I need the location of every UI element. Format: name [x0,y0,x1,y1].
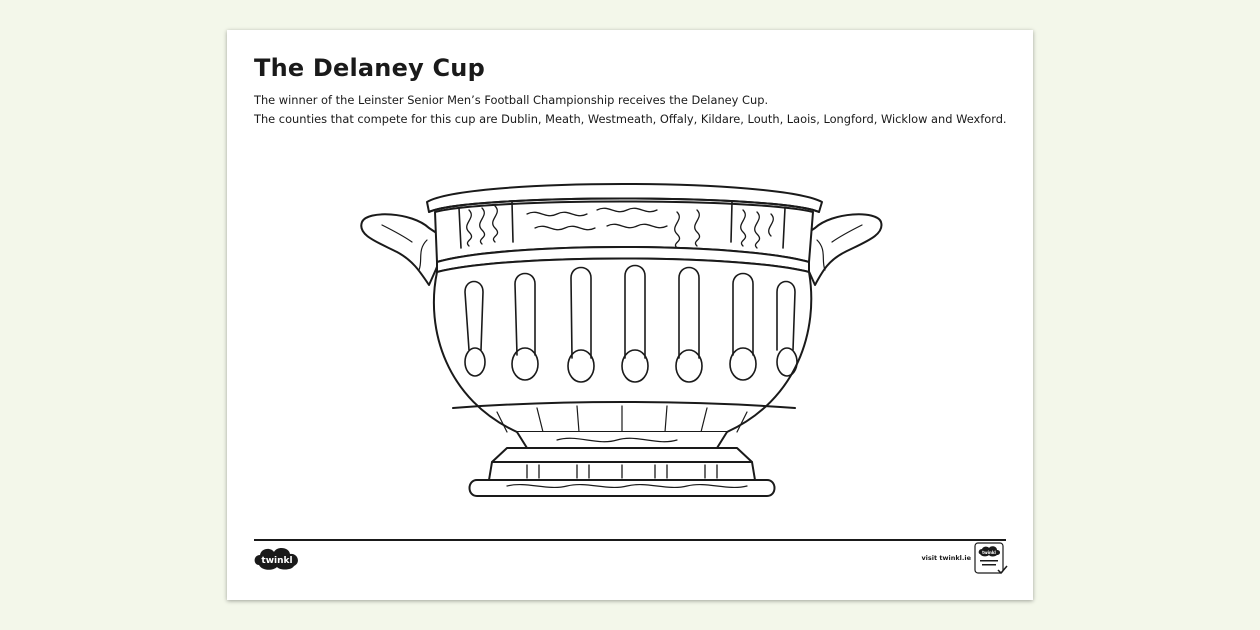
seal-text: twinkl [982,550,996,555]
page-title: The Delaney Cup [254,54,485,82]
logo-text: twinkl [261,556,293,566]
left-handle-icon [361,214,447,285]
intro-line-1: The winner of the Leinster Senior Men’s Football Championship receives the Delaney Cup. [254,93,769,107]
intro-text [254,91,1024,129]
visit-twinkl-link[interactable]: visit twinkl.ie [921,554,971,562]
quality-standard-seal-icon [974,542,1008,576]
footer-divider [254,539,1006,541]
worksheet-page [227,30,1033,600]
intro-line-2: The counties that compete for this cup are Dublin, Meath, Westmeath, Offaly, Kildare, Louth, Laois, Longford, Wicklow and Wexford. [254,112,1007,126]
delaney-cup-illustration [357,180,887,510]
twinkl-logo-icon[interactable] [253,543,301,573]
